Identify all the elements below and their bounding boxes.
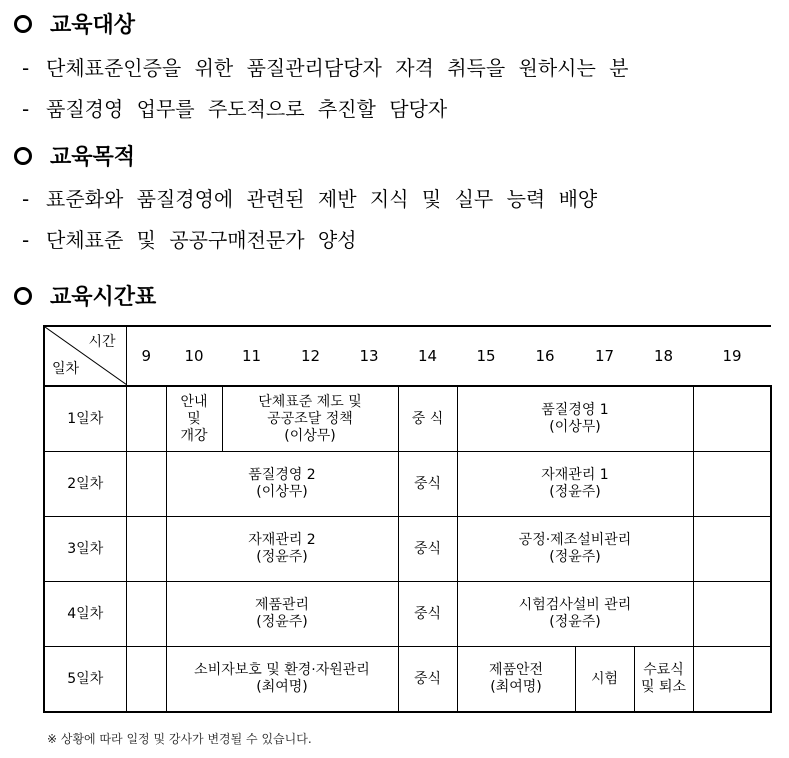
section-heading-target — [14, 8, 135, 39]
day-label: 1일차 — [44, 386, 126, 452]
hour-label: 18 — [634, 326, 693, 386]
hour-label: 16 — [515, 326, 575, 386]
list-item-text: 표준화와 품질경영에 관련된 제반 지식 및 실무 능력 배양 — [46, 187, 598, 211]
session-line: 안내 — [180, 393, 208, 410]
session-cell — [634, 647, 693, 713]
corner-day-label: 일차 — [52, 361, 80, 377]
schedule-table — [43, 325, 772, 713]
day-label: 3일차 — [44, 517, 126, 582]
session-line: 소비자보호 및 환경·자원관리 — [194, 662, 370, 678]
empty-cell — [693, 647, 771, 713]
dash-marker: - — [22, 187, 30, 211]
day-label: 4일차 — [44, 582, 126, 647]
dash-marker: - — [22, 56, 30, 80]
session-cell — [166, 452, 398, 517]
session-line: 공공조달 정책 — [267, 410, 353, 427]
list-item — [22, 183, 597, 212]
lunch-cell: 중식 — [398, 582, 457, 647]
dash-marker: - — [22, 228, 30, 252]
section-heading-schedule — [14, 280, 156, 311]
session-line: 시험검사설비 관리 — [518, 597, 632, 613]
section-title: 교육시간표 — [50, 285, 157, 310]
day-label: 2일차 — [44, 452, 126, 517]
session-cell — [457, 386, 693, 452]
empty-cell — [126, 386, 166, 452]
list-item-text: 단체표준인증을 위한 품질관리담당자 자격 취득을 원하시는 분 — [46, 56, 629, 80]
list-item — [22, 52, 628, 81]
session-line: (정윤주) — [256, 614, 308, 630]
session-line: 수료식 — [643, 662, 684, 678]
lunch-cell: 중 식 — [398, 386, 457, 452]
session-cell — [457, 517, 693, 582]
list-item-text: 단체표준 및 공공구매전문가 양성 — [46, 228, 357, 252]
session-line: (정윤주) — [549, 484, 601, 500]
hour-label: 17 — [575, 326, 634, 386]
session-cell — [166, 517, 398, 582]
exam-cell: 시험 — [575, 647, 634, 713]
session-cell — [457, 452, 693, 517]
hour-label: 11 — [222, 326, 281, 386]
day-label: 5일차 — [44, 647, 126, 713]
empty-cell — [126, 582, 166, 647]
session-line: 제품관리 — [254, 597, 310, 613]
hour-label: 13 — [340, 326, 398, 386]
session-line: 제품안전 — [488, 662, 544, 678]
empty-cell — [126, 517, 166, 582]
section-title: 교육목적 — [50, 145, 136, 170]
empty-cell — [693, 517, 771, 582]
hour-label: 15 — [457, 326, 515, 386]
lunch-cell: 중식 — [398, 452, 457, 517]
session-line: (최여명) — [256, 679, 308, 695]
list-item — [22, 224, 357, 253]
session-line: 품질경영 2 — [248, 467, 316, 483]
session-line: (이상무) — [284, 427, 336, 444]
lunch-cell: 중식 — [398, 647, 457, 713]
list-item-text: 품질경영 업무를 주도적으로 추진할 담당자 — [46, 97, 448, 121]
circle-bullet-icon — [14, 287, 32, 305]
session-line: (최여명) — [490, 679, 542, 695]
session-cell — [222, 386, 398, 452]
dash-marker: - — [22, 97, 30, 121]
session-line: (이상무) — [256, 484, 308, 500]
corner-time-label: 시간 — [88, 334, 116, 350]
session-line: 개강 — [180, 427, 208, 444]
table-row — [44, 582, 771, 647]
lunch-cell: 중식 — [398, 517, 457, 582]
table-row — [44, 452, 771, 517]
session-line: (정윤주) — [256, 549, 308, 565]
table-row — [44, 386, 771, 452]
session-cell — [166, 582, 398, 647]
empty-cell — [693, 582, 771, 647]
session-cell — [166, 386, 222, 452]
footnote: ※ 상황에 따라 일정 및 강사가 변경될 수 있습니다. — [47, 732, 312, 746]
empty-cell — [693, 386, 771, 452]
session-line: 품질경영 1 — [541, 402, 609, 418]
circle-bullet-icon — [14, 147, 32, 165]
section-heading-purpose — [14, 140, 135, 171]
hour-label: 10 — [166, 326, 222, 386]
table-row — [44, 517, 771, 582]
list-item — [22, 93, 447, 122]
empty-cell — [693, 452, 771, 517]
session-cell — [457, 582, 693, 647]
hour-label: 19 — [693, 326, 771, 386]
session-line: 및 퇴소 — [640, 679, 687, 695]
table-header-row — [44, 326, 771, 386]
session-line: (정윤주) — [549, 549, 601, 565]
circle-bullet-icon — [14, 15, 32, 33]
table-row — [44, 647, 771, 713]
empty-cell — [126, 452, 166, 517]
empty-cell — [126, 647, 166, 713]
session-line: 자재관리 1 — [541, 467, 609, 483]
session-cell — [457, 647, 575, 713]
session-line: 공정·제조설비관리 — [518, 532, 632, 548]
section-title: 교육대상 — [50, 13, 136, 38]
session-line: (이상무) — [549, 419, 601, 435]
session-line: 및 — [187, 410, 201, 427]
session-line: 자재관리 2 — [248, 532, 316, 548]
corner-cell — [44, 326, 126, 386]
session-cell — [166, 647, 398, 713]
hour-label: 9 — [126, 326, 166, 386]
session-line: (정윤주) — [549, 614, 601, 630]
session-line: 단체표준 제도 및 — [258, 393, 362, 410]
hour-label: 14 — [398, 326, 457, 386]
hour-label: 12 — [281, 326, 340, 386]
